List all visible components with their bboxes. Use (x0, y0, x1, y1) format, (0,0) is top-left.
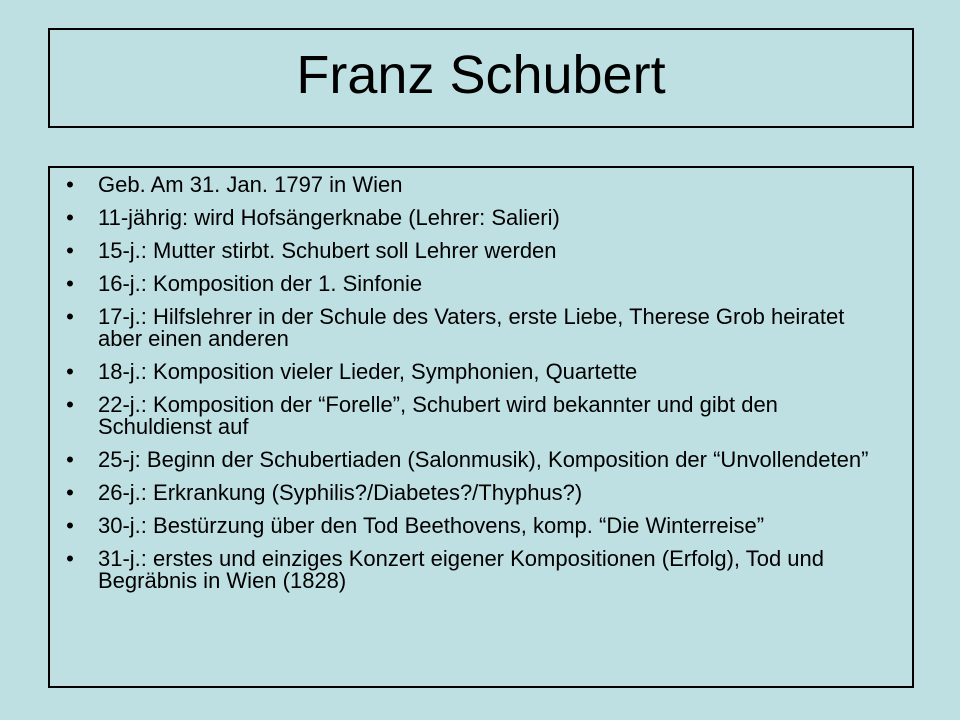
bullet-icon: • (66, 480, 74, 505)
list-item (60, 174, 882, 196)
list-item-text: 17-j.: Hilfslehrer in der Schule des Vaters, erste Liebe, Therese Grob heiratet aber einen anderen (98, 304, 845, 351)
title-box (48, 28, 914, 128)
list-item-text: Geb. Am 31. Jan. 1797 in Wien (98, 172, 403, 197)
bullet-icon: • (66, 271, 74, 296)
list-item-text: 15-j.: Mutter stirbt. Schubert soll Lehrer werden (98, 238, 557, 263)
list-item (60, 482, 882, 504)
bullet-icon: • (66, 359, 74, 384)
bullet-icon: • (66, 304, 74, 329)
bullet-icon: • (66, 392, 74, 417)
bullet-icon: • (66, 447, 74, 472)
list-item-text: 18-j.: Komposition vieler Lieder, Symphonien, Quartette (98, 359, 638, 384)
slide-title: Franz Schubert (296, 45, 666, 105)
list-item-text: 31-j.: erstes und einziges Konzert eigener Kompositionen (Erfolg), Tod und Begräbnis in Wien (1828) (98, 546, 825, 593)
bullet-list (50, 168, 912, 592)
list-item (60, 394, 882, 438)
list-item-text: 30-j.: Bestürzung über den Tod Beethovens, komp. “Die Winterreise” (98, 513, 765, 538)
list-item-text: 11-jährig: wird Hofsängerknabe (Lehrer: Salieri) (98, 205, 560, 230)
content-box (48, 166, 914, 688)
bullet-icon: • (66, 513, 74, 538)
list-item (60, 207, 882, 229)
list-item-text: 25-j: Beginn der Schubertiaden (Salonmusik), Komposition der “Unvollendeten” (98, 447, 869, 472)
bullet-icon: • (66, 238, 74, 263)
bullet-icon: • (66, 546, 74, 571)
list-item (60, 548, 882, 592)
bullet-icon: • (66, 205, 74, 230)
list-item-text: 16-j.: Komposition der 1. Sinfonie (98, 271, 423, 296)
list-item (60, 240, 882, 262)
list-item (60, 361, 882, 383)
list-item (60, 273, 882, 295)
list-item-text: 22-j.: Komposition der “Forelle”, Schubert wird bekannter und gibt den Schuldienst auf (98, 392, 778, 439)
list-item (60, 515, 882, 537)
bullet-icon: • (66, 172, 74, 197)
list-item-text: 26-j.: Erkrankung (Syphilis?/Diabetes?/Thyphus?) (98, 480, 583, 505)
list-item (60, 306, 882, 350)
list-item (60, 449, 882, 471)
